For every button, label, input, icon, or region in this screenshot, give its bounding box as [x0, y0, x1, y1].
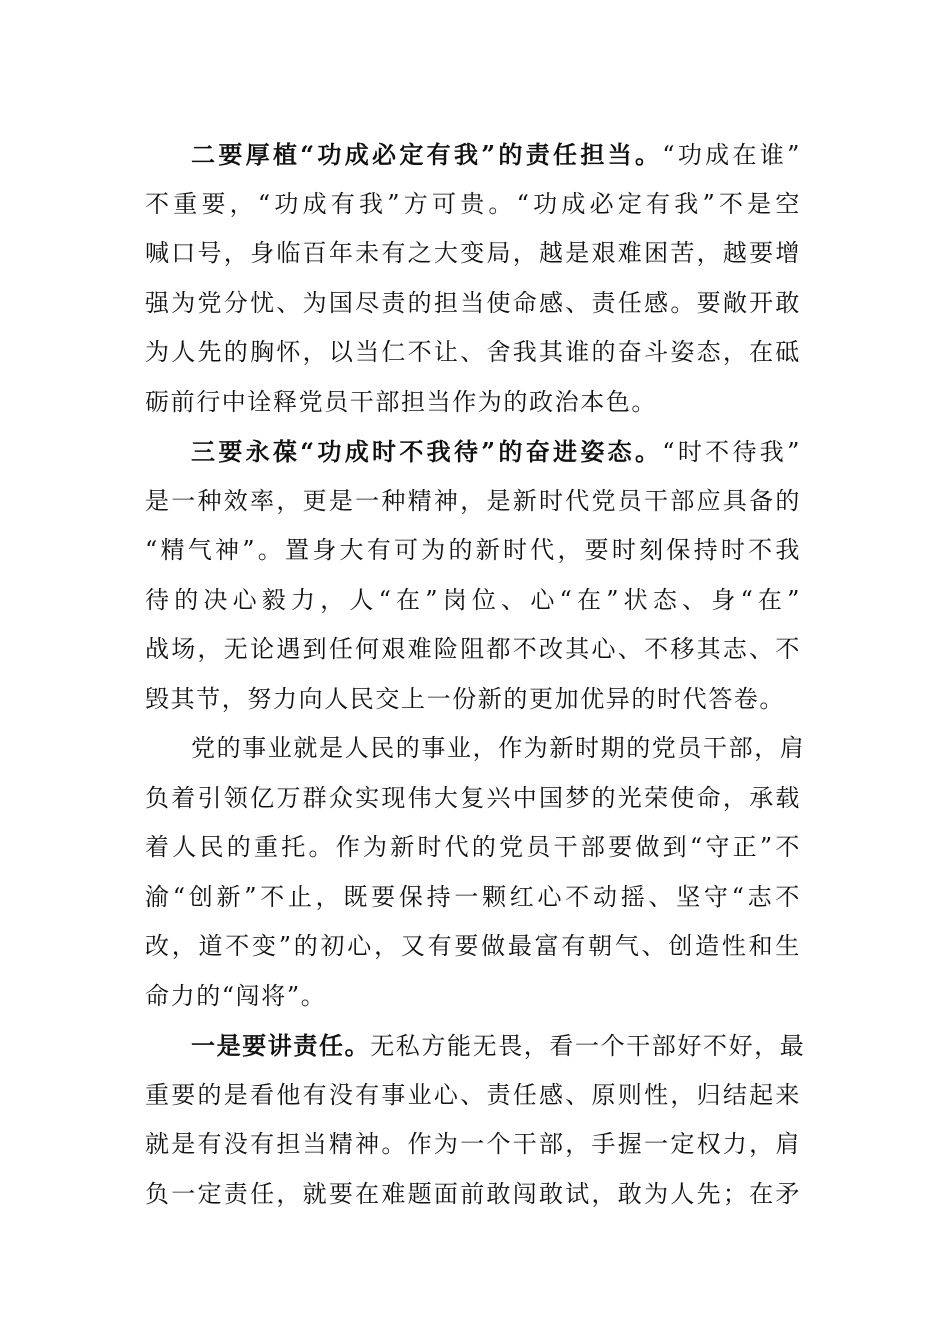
paragraph-text: 负着引领亿万群众实现伟大复兴中国梦的光荣使命，承载	[145, 783, 801, 812]
paragraph-text: 强为党分忧、为国尽责的担当使命感、责任感。要敞开敢	[145, 288, 801, 317]
paragraph-text: “精气神”。置身大有可为的新时代，要时刻保持时不我	[145, 536, 801, 564]
text-line	[145, 1071, 801, 1121]
text-line	[145, 972, 801, 1022]
paragraph-text: 为人先的胸怀，以当仁不让、舍我其谁的奋斗姿态，在砥	[145, 338, 801, 366]
text-line	[145, 1170, 801, 1220]
paragraph-heading: 一是要讲责任。	[191, 1031, 371, 1060]
paragraph-text: “时不待我”	[662, 438, 801, 466]
paragraph-text: 喊口号，身临百年未有之大变局，越是艰难困苦，越要增	[145, 239, 801, 267]
text-line	[145, 130, 801, 180]
document-body	[145, 130, 806, 1219]
paragraph	[145, 724, 806, 1021]
paragraph-heading: 三要永葆“功成时不我待”的奋进姿态。	[191, 437, 663, 466]
text-line	[145, 873, 801, 923]
paragraph	[145, 427, 801, 724]
text-line	[145, 675, 801, 725]
paragraph-text: 待的决心毅力，人“在”岗位、心“在”状态、身“在”	[145, 585, 801, 614]
paragraph-text: 命力的“闯将”。	[145, 981, 327, 1010]
paragraph-text: 毁其节，努力向人民交上一份新的更加优异的时代答卷。	[145, 684, 785, 713]
paragraph	[145, 130, 801, 427]
paragraph-text: 负一定责任，就要在难题面前敢闯敢试，敢为人先；在矛	[145, 1179, 801, 1208]
paragraph	[145, 1021, 806, 1219]
paragraph-text: 改，道不变”的初心，又有要做最富有朝气、创造性和生	[145, 932, 801, 960]
text-line	[145, 328, 801, 378]
paragraph-text: 着人民的重托。作为新时代的党员干部要做到“守正”不	[145, 833, 801, 861]
text-line	[145, 378, 801, 428]
text-line	[145, 724, 806, 774]
paragraph-heading: 二要厚植“功成必定有我”的责任担当。	[191, 140, 663, 169]
paragraph-text: 不重要，“功成有我”方可贵。“功成必定有我”不是空	[145, 189, 801, 218]
text-line	[145, 477, 801, 527]
text-line	[145, 1120, 801, 1170]
paragraph-text: 重要的是看他有没有事业心、责任感、原则性，归结起来	[145, 1080, 801, 1109]
paragraph-text: 就是有没有担当精神。作为一个干部，手握一定权力，肩	[145, 1130, 801, 1158]
text-line	[145, 229, 801, 279]
paragraph-text: 砺前行中诠释党员干部担当作为的政治本色。	[145, 387, 657, 416]
paragraph-text: 渝“创新”不止，既要保持一颗红心不动摇、坚守“志不	[145, 882, 801, 911]
text-line	[145, 427, 801, 477]
text-line	[145, 823, 801, 873]
paragraph-text: 党的事业就是人民的事业，作为新时期的党员干部，肩	[191, 734, 806, 762]
text-line	[145, 180, 801, 230]
paragraph-text: 战场，无论遇到任何艰难险阻都不改其心、不移其志、不	[145, 635, 801, 663]
text-line	[145, 576, 801, 626]
paragraph-text: “功成在谁”	[662, 141, 801, 169]
paragraph-text: 是一种效率，更是一种精神，是新时代党员干部应具备的	[145, 486, 801, 515]
text-line	[145, 526, 801, 576]
text-line	[145, 1021, 806, 1071]
text-line	[145, 625, 801, 675]
text-line	[145, 922, 801, 972]
text-line	[145, 279, 801, 329]
text-line	[145, 774, 801, 824]
paragraph-text: 无私方能无畏，看一个干部好不好，最	[370, 1032, 806, 1060]
